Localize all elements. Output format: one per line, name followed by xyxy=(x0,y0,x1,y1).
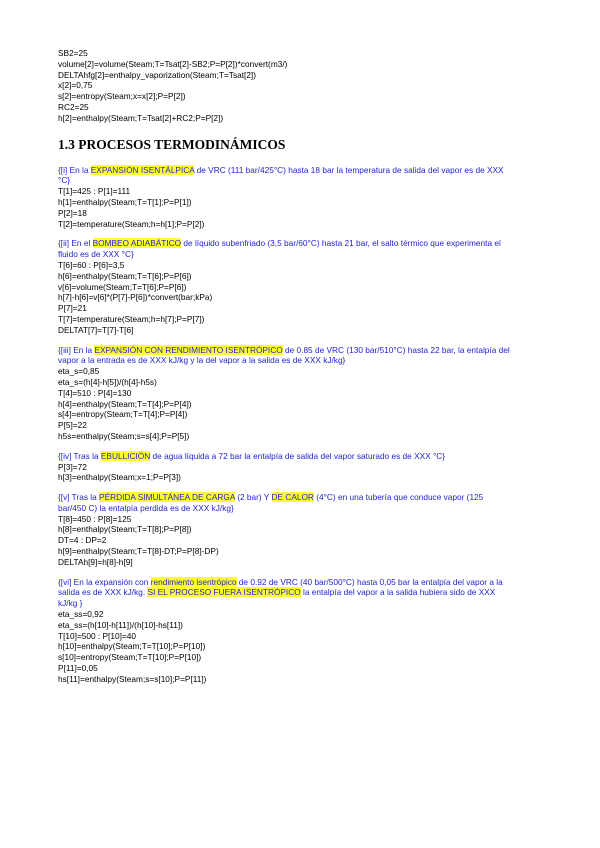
code-line: DELTAT[7]=T[7]-T[6] xyxy=(58,324,134,335)
code-line: DELTAh[9]=h[8]-h[9] xyxy=(58,556,133,567)
code-line: P[3]=72 xyxy=(58,461,87,472)
document-page xyxy=(58,48,558,685)
statement-text: de 0.85 de VRC (130 bar/510°C) hasta 22 bar, la entalpía del vapor a la entrada es de XXX kJ/kg y la del vapor a la salida es de XXX kJ/kg} xyxy=(58,344,510,366)
code-line: h[8]=enthalpy(Steam;T=T[8];P=P[8]) xyxy=(58,524,192,535)
code-line: RC2=25 xyxy=(58,101,89,112)
highlighted-term: BOMBEO ADIABÁTICO xyxy=(92,238,182,249)
statement-text: {[ii] En el xyxy=(58,238,93,249)
code-line: volume[2]=volume(Steam;T=Tsat[2]-SB2;P=P[2])*convert(m3/) xyxy=(58,58,288,69)
process-section xyxy=(58,165,558,230)
code-line: h[6]=enthalpy(Steam;T=T[6];P=P[6]) xyxy=(58,270,192,281)
highlighted-term: DE CALOR xyxy=(271,492,314,503)
highlighted-term: SI EL PROCESO FUERA ISENTRÓPICO xyxy=(147,587,301,598)
section-spacer xyxy=(58,568,558,577)
process-section xyxy=(58,238,558,335)
code-line: T[8]=450 : P[8]=125 xyxy=(58,513,132,524)
statement-text: de VRC (111 bar/425°C) hasta 18 bar la temperatura de salida del vapor es de XXX °C} xyxy=(58,164,504,186)
statement-text: la entalpía del vapor a la salida hubiera sido de XXX kJ/kg } xyxy=(58,587,496,609)
code-line: SB2=25 xyxy=(58,48,88,58)
code-line: hs[11]=enthalpy(Steam;s=s[10];P=P[11]) xyxy=(58,673,207,684)
code-line: s[10]=entropy(Steam;T=T[10];P=P[10]) xyxy=(58,652,202,663)
statement-text: {[i] En la xyxy=(58,164,91,175)
section-spacer xyxy=(58,483,558,492)
statement-text: {[vi] En la expansión con xyxy=(58,576,151,587)
process-section xyxy=(58,492,558,568)
code-line: s[2]=entropy(Steam;x=x[2];P=P[2]) xyxy=(58,91,186,102)
code-line: T[4]=510 : P[4]=130 xyxy=(58,387,132,398)
code-line: h[7]-h[6]=v[6]*(P[7]-P[6])*convert(bar;kPa) xyxy=(58,292,213,303)
code-line: P[2]=18 xyxy=(58,207,87,218)
highlighted-term: rendimiento isentrópico xyxy=(150,576,237,587)
code-line: T[1]=425 : P[1]=111 xyxy=(58,186,131,197)
highlighted-term: EXPANSIÓN CON RENDIMIENTO ISENTRÓPICO xyxy=(94,344,283,355)
code-line: DT=4 : DP=2 xyxy=(58,535,107,546)
process-statement xyxy=(58,238,513,260)
code-line: eta_ss=(h[10]-h[11])/(h[10]-hs[11]) xyxy=(58,619,183,630)
code-line: h[1]=enthalpy(Steam;T=T[1];P=P[1]) xyxy=(58,196,192,207)
process-section xyxy=(58,345,558,442)
code-line: h[2]=enthalpy(Steam;T=Tsat[2]+RC2;P=P[2]) xyxy=(58,112,224,123)
statement-text: (4°C) en una tubería que conduce vapor (125 bar/450 C) la entalpía perdida es de XXX kJ/kg} xyxy=(58,492,484,513)
statement-text: {[iii] En la xyxy=(58,344,95,355)
code-line: eta_ss=0,92 xyxy=(58,609,104,620)
code-line: v[6]=volume(Steam;T=T[6];P=P[6]) xyxy=(58,281,187,292)
code-line: h5s=enthalpy(Steam;s=s[4];P=P[5]) xyxy=(58,430,190,441)
code-line: h[3]=enthalpy(Steam;x=1;P=P[3]) xyxy=(58,472,181,483)
code-line: x[2]=0,75 xyxy=(58,80,93,91)
statement-text: {[iv] Tras la xyxy=(58,450,101,461)
highlighted-term: EBULLICIÓN xyxy=(100,450,151,461)
code-line: h[9]=enthalpy(Steam;T=T[8]-DT;P=P[8]-DP) xyxy=(58,546,219,557)
section-spacer xyxy=(58,336,558,345)
highlighted-term: EXPANSIÓN ISENTÁLPICA xyxy=(90,164,195,175)
process-section xyxy=(58,451,558,483)
process-statement xyxy=(58,451,513,462)
code-line: T[6]=60 : P[6]=3,5 xyxy=(58,259,125,270)
intro-code-block xyxy=(58,48,558,124)
process-sections xyxy=(58,165,558,685)
section-heading: 1.3 PROCESOS TERMODINÁMICOS xyxy=(58,136,286,152)
process-statement xyxy=(58,492,513,514)
statement-text: {[v] Tras la xyxy=(58,492,100,503)
statement-text: (2 bar) Y xyxy=(234,492,272,503)
code-line: T[10]=500 : P[10]=40 xyxy=(58,630,136,641)
statement-text: de líquido subenfriado (3,5 bar/60°C) hasta 21 bar, el salto térmico que experimenta el fluido es de XXX °C} xyxy=(58,238,501,260)
code-line: eta_s=0,85 xyxy=(58,366,100,377)
highlighted-term: PÉRDIDA SIMULTÁNEA DE CARGA xyxy=(99,492,235,503)
code-line: DELTAhfg[2]=enthalpy_vaporization(Steam;T=Tsat[2]) xyxy=(58,69,256,80)
code-line: h[10]=enthalpy(Steam;T=T[10];P=P[10]) xyxy=(58,641,206,652)
process-statement xyxy=(58,577,513,609)
code-line: h[4]=enthalpy(Steam;T=T[4];P=P[4]) xyxy=(58,398,192,409)
code-line: T[2]=temperature(Steam;h=h[1];P=P[2]) xyxy=(58,218,205,229)
code-line: T[7]=temperature(Steam;h=h[7];P=P[7]) xyxy=(58,313,205,324)
code-line: eta_s=(h[4]-h[5])/(h[4]-h5s) xyxy=(58,376,157,387)
code-line: s[4]=entropy(Steam;T=T[4];P=P[4]) xyxy=(58,409,188,420)
code-line: P[5]=22 xyxy=(58,420,87,431)
statement-text: de 0.92 de VRC (40 bar/500°C) hasta 0,05 bar la entalpía del vapor a la salida es de XXX kJ/kg. xyxy=(58,576,503,598)
process-statement xyxy=(58,345,513,367)
code-line: P[11]=0,05 xyxy=(58,663,98,674)
process-section xyxy=(58,577,558,685)
code-line: P[7]=21 xyxy=(58,303,87,314)
section-spacer xyxy=(58,442,558,451)
section-spacer xyxy=(58,229,558,238)
statement-text: de agua líquida a 72 bar la entalpía de salida del vapor saturado es de XXX °C} xyxy=(150,450,446,461)
process-statement xyxy=(58,165,513,187)
